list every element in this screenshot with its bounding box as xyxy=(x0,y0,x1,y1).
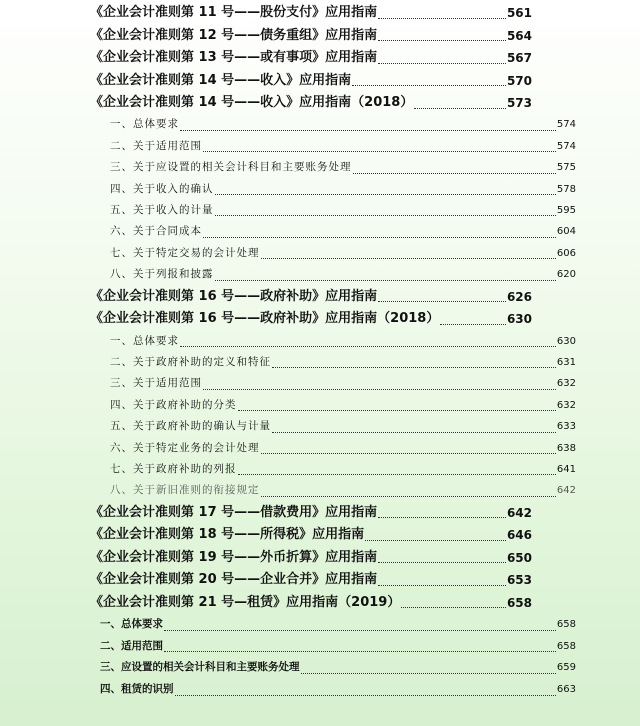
dot-leader xyxy=(272,432,556,433)
toc-page-number: 574 xyxy=(556,140,576,152)
dot-leader xyxy=(203,237,556,238)
dot-leader xyxy=(272,367,556,368)
toc-subentry-title: 一、总体要求 xyxy=(110,334,179,347)
toc-subentry-title: 二、适用范围 xyxy=(100,639,163,652)
toc-subentry-title: 八、关于列报和披露 xyxy=(110,268,214,281)
dot-leader xyxy=(238,410,556,411)
toc-heading-standard-16-2018[interactable] xyxy=(0,308,640,331)
toc-subentry[interactable] xyxy=(0,136,640,157)
toc-subentry-title: 六、关于合同成本 xyxy=(110,225,202,238)
toc-heading-standard-12[interactable] xyxy=(0,25,640,48)
toc-subentry-title: 三、关于适用范围 xyxy=(110,377,202,390)
toc-heading-standard-18[interactable] xyxy=(0,524,640,547)
toc-heading-title: 《企业会计准则第 14 号——收入》应用指南 xyxy=(90,72,352,88)
toc-subentry-title: 五、关于收入的计量 xyxy=(110,204,214,217)
toc-heading-title: 《企业会计准则第 21 号—租赁》应用指南（2019） xyxy=(90,594,401,610)
toc-subentry-title: 七、关于政府补助的列报 xyxy=(110,462,237,475)
toc-page-number: 659 xyxy=(556,662,576,674)
toc-page-number: 638 xyxy=(556,442,576,454)
toc-heading-standard-21-2019[interactable] xyxy=(0,592,640,615)
dot-leader xyxy=(203,151,556,152)
toc-subentry[interactable] xyxy=(0,179,640,200)
toc-page-number: 595 xyxy=(556,205,576,217)
toc-subentry-title: 一、总体要求 xyxy=(110,118,179,131)
toc-page-number: 574 xyxy=(556,119,576,131)
toc-subentry[interactable] xyxy=(0,331,640,352)
dot-leader xyxy=(365,540,506,541)
toc-page-number: 650 xyxy=(506,550,532,565)
toc-subentry[interactable] xyxy=(0,480,640,501)
toc-heading-title: 《企业会计准则第 13 号——或有事项》应用指南 xyxy=(90,50,378,65)
toc-subentry-title: 三、应设置的相关会计科目和主要账务处理 xyxy=(100,661,300,674)
toc-subentry[interactable] xyxy=(0,115,640,136)
toc-page-number: 604 xyxy=(556,226,576,238)
toc-subentry[interactable] xyxy=(0,679,640,701)
toc-page-number: 578 xyxy=(556,183,576,195)
toc-subentry[interactable] xyxy=(0,373,640,394)
toc-subentry-title: 二、关于政府补助的定义和特征 xyxy=(110,356,271,368)
toc-page-number: 632 xyxy=(556,378,576,390)
dot-leader xyxy=(378,18,506,19)
toc-page-number: 632 xyxy=(556,399,576,411)
dot-leader xyxy=(238,474,556,475)
toc-heading-standard-19[interactable] xyxy=(0,547,640,570)
dot-leader xyxy=(352,85,506,86)
toc-subentry[interactable] xyxy=(0,438,640,459)
toc-subentry[interactable] xyxy=(0,221,640,242)
toc-page-number: 633 xyxy=(556,421,576,433)
dot-leader xyxy=(215,280,556,281)
toc-heading-standard-17[interactable] xyxy=(0,502,640,525)
toc-heading-standard-16[interactable] xyxy=(0,286,640,309)
toc-page-number: 575 xyxy=(556,162,576,174)
toc-subentry[interactable] xyxy=(0,395,640,416)
toc-subentry[interactable] xyxy=(0,264,640,285)
dot-leader xyxy=(401,607,506,608)
toc-heading-title: 《企业会计准则第 18 号——所得税》应用指南 xyxy=(90,527,365,543)
toc-subentry[interactable] xyxy=(0,636,640,658)
toc-page-number: 630 xyxy=(556,335,576,347)
toc-page-number: 642 xyxy=(556,485,576,497)
dot-leader xyxy=(378,585,506,586)
dot-leader xyxy=(378,63,506,64)
toc-subentry-title: 二、关于适用范围 xyxy=(110,139,202,152)
toc-subentry[interactable] xyxy=(0,416,640,437)
toc-page-number: 631 xyxy=(556,357,576,368)
table-of-contents xyxy=(0,2,640,701)
toc-heading-title: 《企业会计准则第 17 号——借款费用》应用指南 xyxy=(90,504,378,520)
toc-heading-title: 《企业会计准则第 16 号——政府补助》应用指南（2018） xyxy=(90,311,440,327)
dot-leader xyxy=(203,389,556,390)
toc-page-number: 630 xyxy=(506,312,532,327)
toc-subentry-title: 六、关于特定业务的会计处理 xyxy=(110,441,260,454)
toc-subentry-title: 三、关于应设置的相关会计科目和主要账务处理 xyxy=(110,161,352,174)
dot-leader xyxy=(440,324,506,325)
toc-subentry-title: 四、关于收入的确认 xyxy=(110,182,214,195)
dot-leader xyxy=(215,215,556,216)
toc-subentry-title: 七、关于特定交易的会计处理 xyxy=(110,246,260,259)
toc-heading-standard-14-2018[interactable] xyxy=(0,92,640,115)
toc-page-number: 658 xyxy=(506,595,532,610)
toc-page-number: 658 xyxy=(556,640,576,652)
toc-subentry-title: 四、租赁的识别 xyxy=(100,683,174,696)
toc-page-number: 641 xyxy=(556,463,576,475)
toc-heading-title: 《企业会计准则第 14 号——收入》应用指南（2018） xyxy=(90,95,414,110)
toc-subentry[interactable] xyxy=(0,200,640,221)
toc-page-number: 561 xyxy=(506,6,532,20)
toc-page-number: 620 xyxy=(556,269,576,281)
dot-leader xyxy=(164,630,556,631)
dot-leader xyxy=(175,695,556,696)
toc-heading-title: 《企业会计准则第 20 号——企业合并》应用指南 xyxy=(90,572,378,588)
dot-leader xyxy=(378,301,506,302)
toc-subentry[interactable] xyxy=(0,657,640,679)
toc-heading-standard-20[interactable] xyxy=(0,569,640,592)
dot-leader xyxy=(261,453,556,454)
toc-heading-title: 《企业会计准则第 16 号——政府补助》应用指南 xyxy=(90,288,378,304)
toc-heading-title: 《企业会计准则第 11 号——股份支付》应用指南 xyxy=(90,5,378,20)
toc-page-number: 570 xyxy=(506,73,532,88)
toc-page-number: 606 xyxy=(556,247,576,259)
toc-page-number: 646 xyxy=(506,528,532,543)
toc-page-number: 573 xyxy=(506,96,532,110)
toc-heading-standard-11[interactable] xyxy=(0,2,640,25)
dot-leader xyxy=(215,194,556,195)
toc-heading-title: 《企业会计准则第 19 号——外币折算》应用指南 xyxy=(90,549,378,565)
toc-subentry[interactable] xyxy=(0,614,640,636)
toc-page-number: 564 xyxy=(506,28,532,43)
toc-heading-standard-14[interactable] xyxy=(0,70,640,93)
toc-subentry[interactable] xyxy=(0,352,640,373)
dot-leader xyxy=(261,496,556,497)
toc-page-number: 658 xyxy=(556,619,576,631)
dot-leader xyxy=(261,258,556,259)
dot-leader xyxy=(301,673,556,674)
dot-leader xyxy=(378,517,506,518)
toc-page-number: 653 xyxy=(506,573,532,588)
toc-page-number: 567 xyxy=(506,51,532,65)
dot-leader xyxy=(353,173,556,174)
toc-heading-title: 《企业会计准则第 12 号——债务重组》应用指南 xyxy=(90,27,378,43)
toc-subentry[interactable] xyxy=(0,243,640,264)
toc-subentry-title: 八、关于新旧准则的衔接规定 xyxy=(110,484,260,497)
toc-subentry-title: 五、关于政府补助的确认与计量 xyxy=(110,420,271,433)
dot-leader xyxy=(414,108,506,109)
dot-leader xyxy=(378,40,506,41)
dot-leader xyxy=(164,651,556,652)
toc-subentry-title: 一、总体要求 xyxy=(100,618,163,631)
toc-subentry-title: 四、关于政府补助的分类 xyxy=(110,398,237,411)
toc-subentry[interactable] xyxy=(0,157,640,178)
toc-page-number: 663 xyxy=(556,684,576,696)
toc-heading-standard-13[interactable] xyxy=(0,47,640,70)
dot-leader xyxy=(378,562,506,563)
toc-page-number: 626 xyxy=(506,289,532,304)
dot-leader xyxy=(180,130,556,131)
toc-subentry[interactable] xyxy=(0,459,640,480)
toc-page-number: 642 xyxy=(506,505,532,520)
dot-leader xyxy=(180,346,556,347)
